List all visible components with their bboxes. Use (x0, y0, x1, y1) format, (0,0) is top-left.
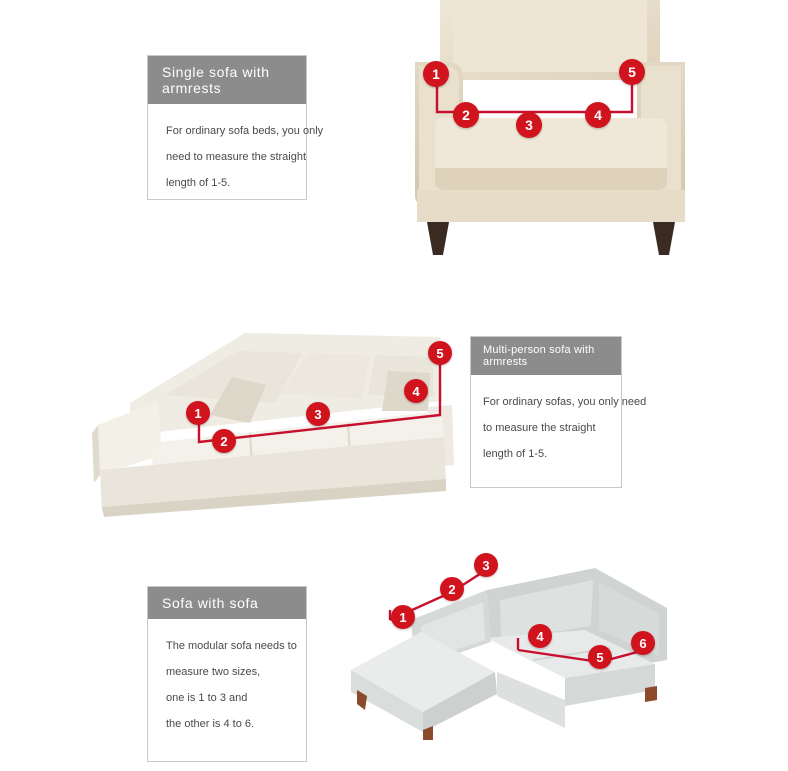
badge-6: 6 (631, 631, 655, 655)
caption-line: For ordinary sofa beds, you only (166, 125, 324, 137)
section-sectional-sofa (0, 550, 788, 771)
badge-1: 1 (423, 61, 449, 87)
caption-title-sectional-sofa: Sofa with sofa (148, 587, 306, 619)
badge-3: 3 (516, 112, 542, 138)
caption-single-sofa (147, 55, 324, 200)
section-single-sofa (0, 0, 788, 300)
badge-5: 5 (619, 59, 645, 85)
caption-multi-person-sofa (470, 336, 647, 488)
section-multi-person-sofa (0, 300, 788, 550)
caption-title-multi-person-sofa: Multi-person sofa with armrests (471, 337, 621, 375)
caption-line: one is 1 to 3 and (166, 692, 248, 704)
caption-line: the other is 4 to 6. (166, 718, 255, 730)
caption-line: measure two sizes, (166, 666, 261, 678)
badge-1: 1 (391, 605, 415, 629)
caption-sectional-sofa (147, 586, 307, 762)
caption-line: length of 1-5. (166, 177, 231, 189)
badge-2: 2 (453, 102, 479, 128)
caption-title-single-sofa: Single sofa with armrests (148, 56, 306, 104)
caption-line: For ordinary sofas, you only need (483, 396, 647, 408)
badge-1: 1 (186, 401, 210, 425)
badge-4: 4 (528, 624, 552, 648)
single-sofa-illustration (405, 0, 735, 280)
badge-3: 3 (306, 402, 330, 426)
caption-line: length of 1-5. (483, 448, 548, 460)
multi-person-sofa-illustration (70, 315, 460, 525)
caption-line: The modular sofa needs to (166, 640, 297, 652)
caption-body-multi-person-sofa (471, 375, 647, 477)
badge-2: 2 (440, 577, 464, 601)
caption-line: need to measure the straight (166, 151, 307, 163)
caption-line: to measure the straight (483, 422, 596, 434)
badge-3: 3 (474, 553, 498, 577)
badge-2: 2 (212, 429, 236, 453)
badge-5: 5 (588, 645, 612, 669)
caption-body-sectional-sofa (148, 619, 306, 747)
badge-4: 4 (585, 102, 611, 128)
sectional-sofa-illustration (315, 560, 675, 740)
caption-body-single-sofa (148, 104, 324, 206)
badge-4: 4 (404, 379, 428, 403)
badge-5: 5 (428, 341, 452, 365)
